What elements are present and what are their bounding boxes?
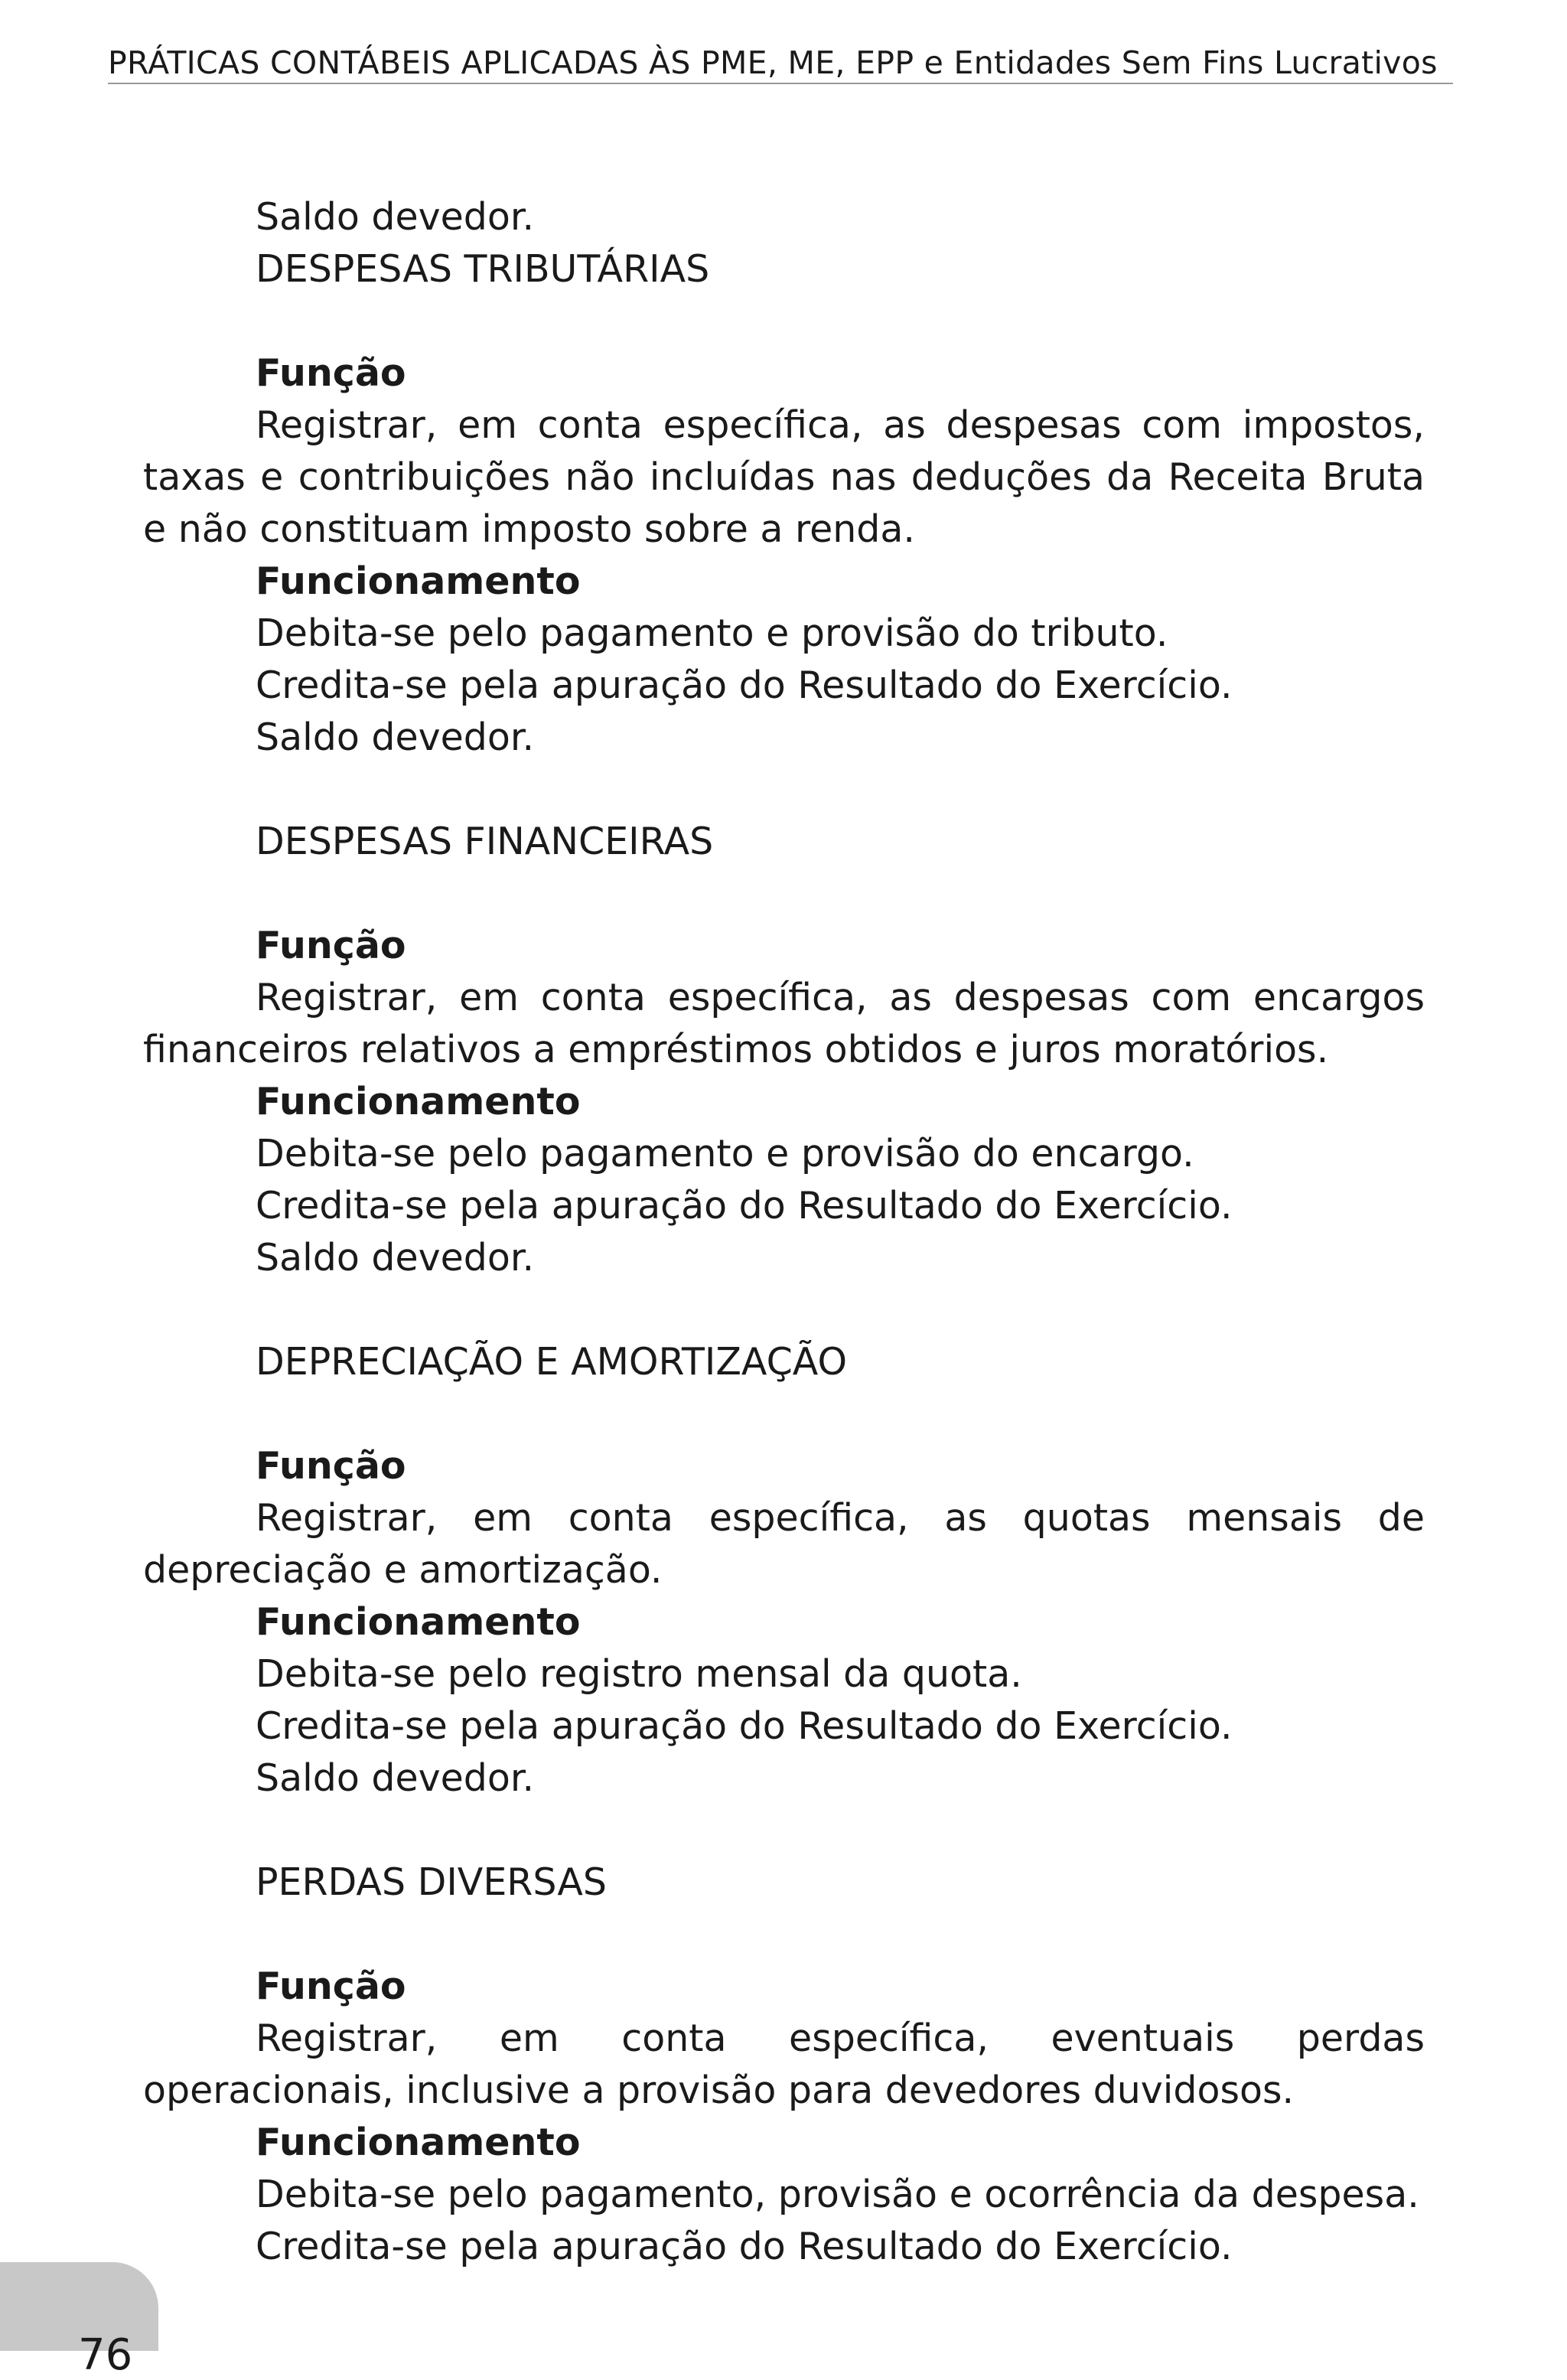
saldo-line: Saldo devedor. xyxy=(256,195,535,239)
section-title: PERDAS DIVERSAS xyxy=(256,1860,607,1904)
page-body xyxy=(143,191,1425,2273)
running-header: PRÁTICAS CONTÁBEIS APLICADAS ÀS PME, ME, EPP e Entidades Sem Fins Lucrativos xyxy=(108,44,1438,81)
debit-line: Debita-se pelo pagamento e provisão do tributo. xyxy=(256,611,1168,655)
funcao-label: Função xyxy=(256,1444,406,1488)
funcao-label: Função xyxy=(256,924,406,967)
funcao-text: Registrar, em conta específica, eventuais perdas operacionais, inclusive a provisão para devedores duvidosos. xyxy=(143,2016,1425,2112)
saldo-line: Saldo devedor. xyxy=(256,1756,535,1800)
debit-line: Debita-se pelo registro mensal da quota. xyxy=(256,1652,1022,1696)
saldo-line: Saldo devedor. xyxy=(256,1236,535,1280)
funcao-text: Registrar, em conta específica, as quotas mensais de depreciação e amortização. xyxy=(143,1496,1425,1592)
credit-line: Credita-se pela apuração do Resultado do Exercício. xyxy=(256,1704,1233,1748)
funcao-label: Função xyxy=(256,351,406,395)
credit-line: Credita-se pela apuração do Resultado do Exercício. xyxy=(256,1184,1233,1227)
section-title: DESPESAS TRIBUTÁRIAS xyxy=(256,247,710,291)
funcionamento-label: Funcionamento xyxy=(256,1080,581,1123)
credit-line: Credita-se pela apuração do Resultado do Exercício. xyxy=(256,2225,1233,2268)
debit-line: Debita-se pelo pagamento e provisão do encargo. xyxy=(256,1132,1194,1175)
credit-line: Credita-se pela apuração do Resultado do Exercício. xyxy=(256,663,1233,707)
funcao-text: Registrar, em conta específica, as despesas com encargos financeiros relativos a empréstimos obtidos e juros moratórios. xyxy=(143,976,1425,1071)
page-number: 76 xyxy=(78,2330,133,2380)
funcao-label: Função xyxy=(256,1964,406,2008)
header-rule xyxy=(108,83,1453,84)
funcionamento-label: Funcionamento xyxy=(256,2121,581,2164)
saldo-line: Saldo devedor. xyxy=(256,716,535,759)
funcionamento-label: Funcionamento xyxy=(256,1600,581,1644)
funcao-text: Registrar, em conta específica, as despesas com impostos, taxas e contribuições não incluídas nas deduções da Receita Bruta e não constituam imposto sobre a renda. xyxy=(143,403,1425,551)
section-title: DESPESAS FINANCEIRAS xyxy=(256,820,714,863)
funcionamento-label: Funcionamento xyxy=(256,559,581,603)
section-title: DEPRECIAÇÃO E AMORTIZAÇÃO xyxy=(256,1340,848,1384)
debit-line: Debita-se pelo pagamento, provisão e ocorrência da despesa. xyxy=(256,2173,1419,2216)
